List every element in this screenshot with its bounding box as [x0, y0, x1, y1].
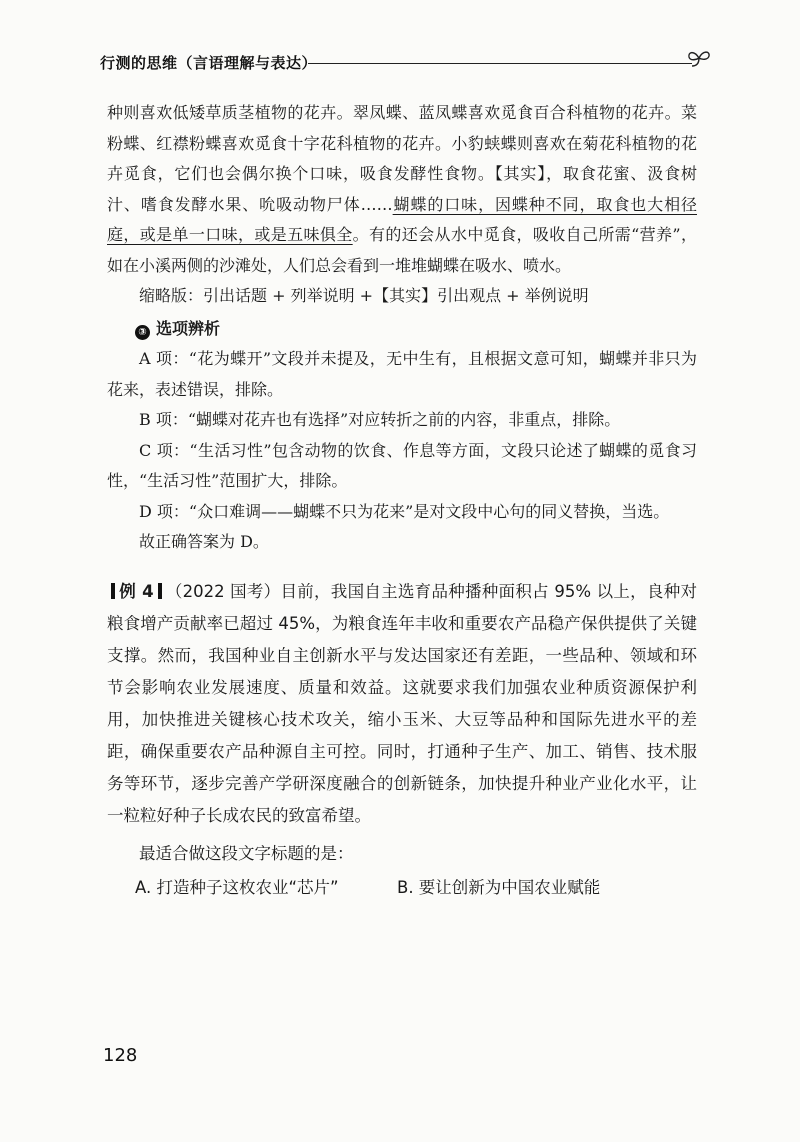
option-a: A. 打造种子这枚农业“芯片” [135, 877, 339, 897]
option-analysis-b: B 项：“蝴蝶对花卉也有选择”对应转折之前的内容，非重点，排除。 [139, 410, 621, 429]
example-block [107, 576, 697, 870]
section-number-badge: ③ [135, 325, 150, 340]
option-b: B. 要让创新为中国农业赋能 [397, 877, 601, 897]
page-number: 128 [103, 1045, 138, 1066]
analysis-heading [107, 314, 697, 345]
example-bar-left [111, 583, 115, 599]
passage-line1: 种则喜欢低矮草质茎植物的花卉。翠凤蝶、蓝凤蝶喜欢觅食百合科植物的花卉。菜粉蝶、红襟粉蝶喜欢觅食十字花科植物的花卉。小豹蛱蝶则喜欢在菊花科植物的花卉觅食，它们也会偶尔换个口味，吸食发酵性食物。【其实】，取食花蜜、汲食树汁、嗜食发酵水果、吮吸动物尸体…… [107, 103, 697, 214]
example-passage [107, 576, 697, 832]
example-source: （2022 国考） [165, 581, 281, 601]
analysis-heading-text: 选项辨析 [156, 318, 221, 338]
option-analysis-a: A 项：“花为蝶开”文段并未提及，无中生有，且根据文意可知，蝴蝶并非只为花来，表述错误，排除。 [107, 349, 697, 399]
option-analysis-c: C 项：“生活习性”包含动物的饮食、作息等方面，文段只论述了蝴蝶的觅食习性，“生活习性”范围扩大，排除。 [107, 440, 697, 490]
answer-line: 故正确答案为 D。 [139, 532, 269, 551]
example-options [107, 872, 697, 904]
example-bar-right [158, 583, 162, 599]
passage-line2: 。有的还会从水中觅食，吸收自己所需“营养”，如在小溪两侧的沙滩处，人们总会看到一堆堆蝴蝶在吸水、喷水。 [107, 225, 697, 275]
example-text: 目前，我国自主选育品种播种面积占 95% 以上，良种对粮食增产贡献率已超过 45%，为粮食连年丰收和重要农产品稳产保供提供了关键支撑。然而，我国种业自主创新水平与发达国家还有差距，一些品种、领域和环节会影响农业发展速度、质量和效益。这就要求我们加强农业种质资源保护利用，加快推进关键核心技术攻关，缩小玉米、大豆等品种和国际先进水平的差距，确保重要农产品种源自主可控。同时，打通种子生产、加工、销售、技术服务等环节，逐步完善产学研深度融合的创新链条，加快提升种业产业化水平，让一粒粒好种子长成农民的致富希望。 [107, 581, 697, 825]
passage-summary: 缩略版：引出话题 + 列举说明 +【其实】引出观点 + 举例说明 [139, 286, 589, 305]
sprout-icon [684, 46, 714, 76]
passage-underlined-key-sentence: 蝴蝶的口味，因蝶种不同，取食也大相径庭，或是单一口味，或是五味俱全 [107, 194, 697, 244]
option-analysis-d: D 项：“众口难调——蝴蝶不只为花来”是对文段中心句的同义替换，当选。 [139, 501, 670, 521]
passage-text [107, 98, 697, 281]
example-question: 最适合做这段文字标题的是： [139, 843, 354, 863]
header-rule [308, 63, 692, 64]
header-title: 行测的思维（言语理解与表达） [100, 54, 318, 72]
running-header [100, 46, 710, 76]
example-label: 例 4 [119, 581, 154, 601]
page-body [107, 98, 697, 904]
